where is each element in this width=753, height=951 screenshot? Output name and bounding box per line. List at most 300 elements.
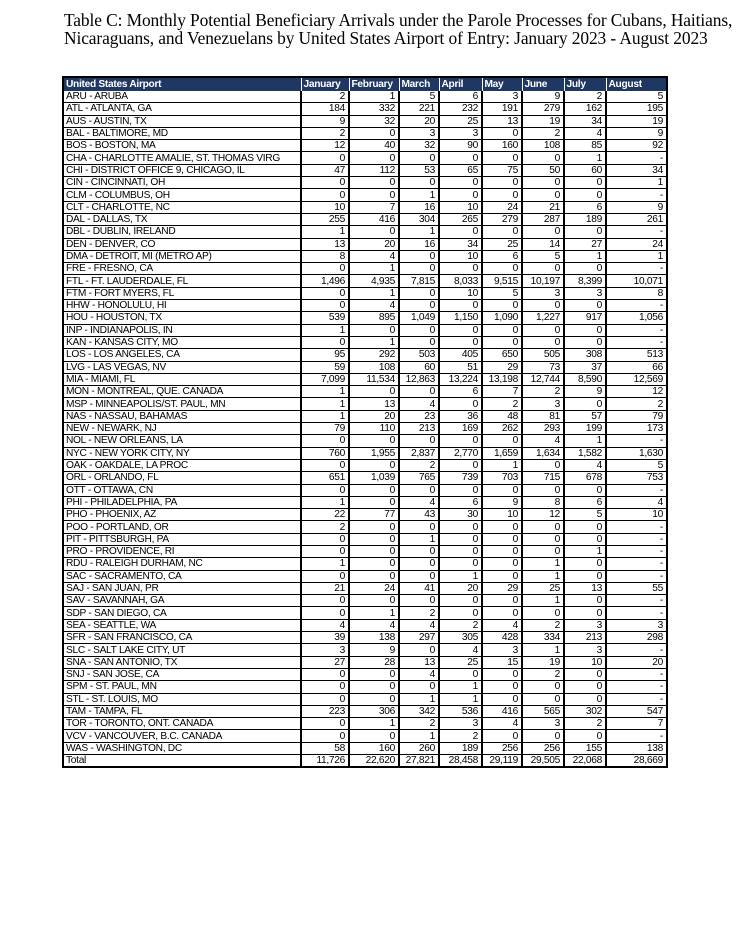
table-title: Table C: Monthly Potential Beneficiary Arrivals under the Parole Processes for Cubans, Haitians, Nicaraguans, and Venezuelans by United States Airport of Entry: January 2023 - August 2023 xyxy=(64,10,733,48)
arrivals-count-cell: 0 xyxy=(349,668,399,680)
arrivals-count-cell: 0 xyxy=(399,558,439,570)
arrivals-count-cell: 12 xyxy=(301,140,349,152)
arrivals-count-cell: 0 xyxy=(564,570,606,582)
airport-name-cell: NEW - NEWARK, NJ xyxy=(63,423,301,435)
arrivals-count-cell: 0 xyxy=(564,324,606,336)
arrivals-count-cell: 1,659 xyxy=(482,447,522,459)
airport-name-cell: STL - ST. LOUIS, MO xyxy=(63,693,301,705)
arrivals-count-cell: 51 xyxy=(439,361,482,373)
arrivals-count-cell: 4 xyxy=(522,435,564,447)
arrivals-count-cell: 0 xyxy=(564,730,606,742)
arrivals-count-cell: 416 xyxy=(482,705,522,717)
arrivals-count-cell: 753 xyxy=(606,472,667,484)
arrivals-count-cell: 1 xyxy=(522,558,564,570)
arrivals-count-cell: 0 xyxy=(439,668,482,680)
arrivals-count-cell: 1 xyxy=(301,226,349,238)
arrivals-count-cell: 55 xyxy=(606,582,667,594)
airport-name-cell: PRO - PROVIDENCE, RI xyxy=(63,545,301,557)
airport-name-cell: BOS - BOSTON, MA xyxy=(63,140,301,152)
arrivals-count-cell: 0 xyxy=(482,607,522,619)
arrivals-count-cell: 24 xyxy=(349,582,399,594)
table-row xyxy=(63,300,667,312)
arrivals-count-cell: 0 xyxy=(301,435,349,447)
arrivals-count-cell: 0 xyxy=(349,681,399,693)
arrivals-count-cell: 305 xyxy=(439,632,482,644)
arrivals-count-cell: - xyxy=(606,570,667,582)
arrivals-count-cell: 24 xyxy=(482,201,522,213)
arrivals-count-cell: 0 xyxy=(522,607,564,619)
column-header-february: February xyxy=(349,77,399,91)
arrivals-count-cell: 0 xyxy=(522,226,564,238)
arrivals-count-cell: 19 xyxy=(522,115,564,127)
arrivals-count-cell: 0 xyxy=(301,152,349,164)
arrivals-count-cell: 0 xyxy=(301,718,349,730)
arrivals-count-cell: - xyxy=(606,693,667,705)
arrivals-count-cell: - xyxy=(606,226,667,238)
arrivals-count-cell: 95 xyxy=(301,349,349,361)
arrivals-count-cell: 0 xyxy=(399,595,439,607)
arrivals-count-cell: 1 xyxy=(439,693,482,705)
arrivals-count-cell: 1 xyxy=(399,730,439,742)
arrivals-count-cell: 27 xyxy=(564,238,606,250)
table-row xyxy=(63,632,667,644)
arrivals-count-cell: 25 xyxy=(439,115,482,127)
arrivals-count-cell: 651 xyxy=(301,472,349,484)
arrivals-count-cell: 0 xyxy=(301,533,349,545)
arrivals-count-cell: 79 xyxy=(301,423,349,435)
airport-name-cell: DBL - DUBLIN, IRELAND xyxy=(63,226,301,238)
arrivals-count-cell: 13 xyxy=(564,582,606,594)
arrivals-count-cell: 8,033 xyxy=(439,275,482,287)
arrivals-count-cell: 9 xyxy=(522,91,564,103)
arrivals-count-cell: 4 xyxy=(482,619,522,631)
arrivals-count-cell: 9 xyxy=(301,115,349,127)
arrivals-count-cell: 0 xyxy=(482,324,522,336)
arrivals-count-cell: 2 xyxy=(439,730,482,742)
arrivals-count-cell: 3 xyxy=(439,127,482,139)
arrivals-count-cell: 9 xyxy=(606,201,667,213)
arrivals-count-cell: 15 xyxy=(482,656,522,668)
table-row xyxy=(63,164,667,176)
arrivals-count-cell: 513 xyxy=(606,349,667,361)
arrivals-count-cell: 0 xyxy=(564,693,606,705)
arrivals-count-cell: 650 xyxy=(482,349,522,361)
arrivals-count-cell: 32 xyxy=(399,140,439,152)
table-row xyxy=(63,312,667,324)
arrivals-count-cell: 3 xyxy=(522,718,564,730)
arrivals-count-cell: 0 xyxy=(439,558,482,570)
arrivals-count-cell: 1 xyxy=(439,570,482,582)
arrivals-count-cell: 2 xyxy=(399,607,439,619)
arrivals-count-cell: 0 xyxy=(482,226,522,238)
arrivals-count-cell: 0 xyxy=(482,681,522,693)
arrivals-count-cell: 416 xyxy=(349,213,399,225)
arrivals-count-cell: 39 xyxy=(301,632,349,644)
arrivals-count-cell: 4 xyxy=(564,127,606,139)
arrivals-count-cell: 23 xyxy=(399,410,439,422)
arrivals-count-cell: 1 xyxy=(522,595,564,607)
arrivals-count-cell: 7,815 xyxy=(399,275,439,287)
arrivals-count-cell: 428 xyxy=(482,632,522,644)
arrivals-count-cell: 0 xyxy=(349,545,399,557)
arrivals-count-cell: 34 xyxy=(439,238,482,250)
table-row xyxy=(63,693,667,705)
arrivals-count-cell: 0 xyxy=(564,607,606,619)
arrivals-count-cell: 9 xyxy=(482,496,522,508)
arrivals-count-cell: 279 xyxy=(482,213,522,225)
arrivals-count-cell: 20 xyxy=(349,238,399,250)
arrivals-count-cell: 1 xyxy=(399,226,439,238)
arrivals-count-cell: 3 xyxy=(522,398,564,410)
arrivals-count-cell: 66 xyxy=(606,361,667,373)
arrivals-count-cell: 48 xyxy=(482,410,522,422)
arrivals-count-cell: 1,227 xyxy=(522,312,564,324)
airport-name-cell: OAK - OAKDALE, LA PROC xyxy=(63,459,301,471)
arrivals-count-cell: 14 xyxy=(522,238,564,250)
arrivals-count-cell: 0 xyxy=(482,177,522,189)
arrivals-count-cell: 162 xyxy=(564,103,606,115)
arrivals-count-cell: 1,634 xyxy=(522,447,564,459)
arrivals-count-cell: 1 xyxy=(349,91,399,103)
arrivals-count-cell: 1 xyxy=(564,435,606,447)
arrivals-count-cell: 6 xyxy=(564,496,606,508)
table-row xyxy=(63,91,667,103)
table-row xyxy=(63,545,667,557)
arrivals-count-cell: 0 xyxy=(301,668,349,680)
arrivals-count-cell: 1,039 xyxy=(349,472,399,484)
arrivals-count-cell: 1 xyxy=(349,607,399,619)
arrivals-count-cell: 10,197 xyxy=(522,275,564,287)
table-row xyxy=(63,742,667,754)
table-row xyxy=(63,373,667,385)
arrivals-count-cell: - xyxy=(606,484,667,496)
total-count-cell: 22,068 xyxy=(564,755,606,768)
arrivals-count-cell: 547 xyxy=(606,705,667,717)
arrivals-count-cell: 0 xyxy=(439,595,482,607)
arrivals-count-cell: 2,837 xyxy=(399,447,439,459)
arrivals-count-cell: 0 xyxy=(349,730,399,742)
arrivals-count-cell: - xyxy=(606,152,667,164)
table-row xyxy=(63,177,667,189)
arrivals-count-cell: 279 xyxy=(522,103,564,115)
arrivals-count-cell: 6 xyxy=(439,386,482,398)
table-row xyxy=(63,607,667,619)
table-row xyxy=(63,459,667,471)
arrivals-count-cell: 0 xyxy=(522,324,564,336)
total-count-cell: 22,620 xyxy=(349,755,399,768)
arrivals-count-cell: 1 xyxy=(301,410,349,422)
table-row xyxy=(63,127,667,139)
arrivals-count-cell: 13 xyxy=(349,398,399,410)
column-header-august: August xyxy=(606,77,667,91)
arrivals-count-cell: 0 xyxy=(482,693,522,705)
table-row xyxy=(63,472,667,484)
arrivals-count-cell: 3 xyxy=(522,287,564,299)
arrivals-count-cell: 0 xyxy=(349,189,399,201)
table-row xyxy=(63,201,667,213)
arrivals-count-cell: 13,198 xyxy=(482,373,522,385)
arrivals-count-cell: 0 xyxy=(439,177,482,189)
arrivals-count-cell: 0 xyxy=(349,533,399,545)
arrivals-count-cell: 24 xyxy=(606,238,667,250)
arrivals-count-cell: - xyxy=(606,681,667,693)
airport-name-cell: VCV - VANCOUVER, B.C. CANADA xyxy=(63,730,301,742)
arrivals-count-cell: 3 xyxy=(439,718,482,730)
airport-name-cell: SPM - ST. PAUL, MN xyxy=(63,681,301,693)
arrivals-count-cell: 256 xyxy=(522,742,564,754)
arrivals-count-cell: 0 xyxy=(301,681,349,693)
arrivals-count-cell: 8,399 xyxy=(564,275,606,287)
airport-name-cell: SAJ - SAN JUAN, PR xyxy=(63,582,301,594)
table-row xyxy=(63,140,667,152)
arrivals-count-cell: 703 xyxy=(482,472,522,484)
arrivals-count-cell: 1,056 xyxy=(606,312,667,324)
arrivals-count-cell: 0 xyxy=(399,263,439,275)
table-row xyxy=(63,570,667,582)
arrivals-count-cell: 0 xyxy=(301,459,349,471)
arrivals-count-cell: 0 xyxy=(564,300,606,312)
arrivals-count-cell: 297 xyxy=(399,632,439,644)
table-row xyxy=(63,730,667,742)
arrivals-count-cell: 0 xyxy=(522,693,564,705)
airport-name-cell: LVG - LAS VEGAS, NV xyxy=(63,361,301,373)
arrivals-count-cell: 261 xyxy=(606,213,667,225)
airport-name-cell: FTM - FORT MYERS, FL xyxy=(63,287,301,299)
arrivals-count-cell: 255 xyxy=(301,213,349,225)
arrivals-count-cell: 0 xyxy=(564,189,606,201)
arrivals-count-cell: 2 xyxy=(606,398,667,410)
arrivals-count-cell: 1 xyxy=(606,177,667,189)
arrivals-count-cell: 0 xyxy=(522,484,564,496)
arrivals-count-cell: 34 xyxy=(606,164,667,176)
arrivals-count-cell: 19 xyxy=(522,656,564,668)
arrivals-count-cell: 0 xyxy=(301,730,349,742)
arrivals-count-cell: 195 xyxy=(606,103,667,115)
arrivals-count-cell: 715 xyxy=(522,472,564,484)
arrivals-count-cell: 0 xyxy=(564,336,606,348)
arrivals-count-cell: 1 xyxy=(349,336,399,348)
arrivals-count-cell: 1 xyxy=(564,545,606,557)
arrivals-count-cell: 0 xyxy=(349,693,399,705)
arrivals-count-cell: 0 xyxy=(399,484,439,496)
arrivals-count-cell: 0 xyxy=(439,521,482,533)
arrivals-count-cell: 293 xyxy=(522,423,564,435)
airport-name-cell: PHO - PHOENIX, AZ xyxy=(63,509,301,521)
airport-name-cell: CIN - CINCINNATI, OH xyxy=(63,177,301,189)
arrivals-count-cell: 0 xyxy=(439,152,482,164)
airport-name-cell: MIA - MIAMI, FL xyxy=(63,373,301,385)
airport-name-cell: MSP - MINNEAPOLIS/ST. PAUL, MN xyxy=(63,398,301,410)
arrivals-count-cell: 0 xyxy=(301,336,349,348)
table-row xyxy=(63,681,667,693)
arrivals-count-cell: 0 xyxy=(522,521,564,533)
arrivals-count-cell: 334 xyxy=(522,632,564,644)
arrivals-count-cell: 765 xyxy=(399,472,439,484)
total-count-cell: 28,669 xyxy=(633,755,663,767)
arrivals-count-cell: 53 xyxy=(399,164,439,176)
arrivals-count-cell: 5 xyxy=(606,91,667,103)
arrivals-count-cell: 292 xyxy=(349,349,399,361)
airport-name-cell: SAV - SAVANNAH, GA xyxy=(63,595,301,607)
arrivals-count-cell: 1 xyxy=(399,693,439,705)
arrivals-count-cell: 0 xyxy=(522,263,564,275)
table-row xyxy=(63,595,667,607)
arrivals-count-cell: 41 xyxy=(399,582,439,594)
column-header-april: April xyxy=(439,77,482,91)
arrivals-count-cell: 199 xyxy=(564,423,606,435)
arrivals-count-cell: 0 xyxy=(349,570,399,582)
table-row xyxy=(63,361,667,373)
arrivals-count-cell: 10 xyxy=(439,250,482,262)
arrivals-count-cell: 7 xyxy=(482,386,522,398)
arrivals-count-cell: 405 xyxy=(439,349,482,361)
arrivals-count-cell: 12 xyxy=(606,386,667,398)
arrivals-count-cell: - xyxy=(606,435,667,447)
arrivals-count-cell: 28 xyxy=(349,656,399,668)
arrivals-count-cell: 36 xyxy=(439,410,482,422)
arrivals-count-cell: 0 xyxy=(564,668,606,680)
arrivals-count-cell: 22 xyxy=(301,509,349,521)
arrivals-count-cell: 2 xyxy=(522,127,564,139)
airport-name-cell: ARU - ARUBA xyxy=(63,91,301,103)
arrivals-count-cell: 0 xyxy=(349,484,399,496)
arrivals-count-cell: 0 xyxy=(439,324,482,336)
arrivals-count-cell: 2,770 xyxy=(439,447,482,459)
airport-name-cell: FRE - FRESNO, CA xyxy=(63,263,301,275)
arrivals-count-cell: 0 xyxy=(349,459,399,471)
arrivals-count-cell: 9 xyxy=(606,127,667,139)
arrivals-count-cell: 11,534 xyxy=(349,373,399,385)
airport-name-cell: SFR - SAN FRANCISCO, CA xyxy=(63,632,301,644)
arrivals-count-cell: 1,090 xyxy=(482,312,522,324)
arrivals-count-cell: 0 xyxy=(482,152,522,164)
column-header-july: July xyxy=(564,77,606,91)
airport-name-cell: SDP - SAN DIEGO, CA xyxy=(63,607,301,619)
arrivals-count-cell: - xyxy=(606,558,667,570)
arrivals-count-cell: 0 xyxy=(522,545,564,557)
arrivals-count-cell: 4 xyxy=(606,496,667,508)
arrivals-count-cell: 0 xyxy=(301,287,349,299)
arrivals-count-cell: 0 xyxy=(564,263,606,275)
arrivals-count-cell: 223 xyxy=(301,705,349,717)
arrivals-count-cell: 90 xyxy=(439,140,482,152)
arrivals-count-cell: 92 xyxy=(606,140,667,152)
arrivals-count-cell: 1,955 xyxy=(349,447,399,459)
airport-name-cell: POO - PORTLAND, OR xyxy=(63,521,301,533)
arrivals-count-cell: 0 xyxy=(349,435,399,447)
arrivals-count-cell: 213 xyxy=(564,632,606,644)
arrivals-count-cell: 1 xyxy=(564,152,606,164)
arrivals-count-cell: - xyxy=(606,324,667,336)
arrivals-count-cell: 75 xyxy=(482,164,522,176)
table-row xyxy=(63,287,667,299)
arrivals-count-cell: 3 xyxy=(564,644,606,656)
arrivals-count-cell: - xyxy=(606,189,667,201)
arrivals-count-cell: 308 xyxy=(564,349,606,361)
arrivals-count-cell: 10 xyxy=(439,201,482,213)
arrivals-count-cell: 262 xyxy=(482,423,522,435)
total-label-cell: Total xyxy=(63,755,301,768)
arrivals-count-cell: 2 xyxy=(482,398,522,410)
arrivals-count-cell: 1 xyxy=(349,287,399,299)
arrivals-count-cell: 306 xyxy=(349,705,399,717)
airport-name-cell: TAM - TAMPA, FL xyxy=(63,705,301,717)
arrivals-count-cell: 0 xyxy=(301,607,349,619)
airport-name-cell: PHI - PHILADELPHIA, PA xyxy=(63,496,301,508)
arrivals-count-cell: 0 xyxy=(439,189,482,201)
arrivals-count-cell: 1 xyxy=(482,459,522,471)
arrivals-count-cell: 85 xyxy=(564,140,606,152)
arrivals-count-cell: 16 xyxy=(399,238,439,250)
arrivals-count-cell: 2 xyxy=(522,386,564,398)
table-row xyxy=(63,447,667,459)
arrivals-count-cell: 3 xyxy=(606,619,667,631)
arrivals-count-cell: 13 xyxy=(399,656,439,668)
airport-name-cell: SAC - SACRAMENTO, CA xyxy=(63,570,301,582)
arrivals-count-cell: 4 xyxy=(301,619,349,631)
arrivals-count-cell: 0 xyxy=(482,189,522,201)
arrivals-count-cell: 536 xyxy=(439,705,482,717)
table-row xyxy=(63,324,667,336)
arrivals-count-cell: 3 xyxy=(482,644,522,656)
table-row xyxy=(63,238,667,250)
arrivals-count-cell: 1 xyxy=(564,250,606,262)
arrivals-count-cell: 5 xyxy=(482,287,522,299)
arrivals-count-cell: 160 xyxy=(482,140,522,152)
airport-name-cell: SNA - SAN ANTONIO, TX xyxy=(63,656,301,668)
arrivals-count-cell: 0 xyxy=(399,250,439,262)
airport-name-cell: SLC - SALT LAKE CITY, UT xyxy=(63,644,301,656)
arrivals-count-cell: 1,496 xyxy=(301,275,349,287)
arrivals-count-cell: 81 xyxy=(522,410,564,422)
arrivals-count-cell: 184 xyxy=(301,103,349,115)
arrivals-count-cell: 1 xyxy=(439,681,482,693)
arrivals-count-cell: 0 xyxy=(399,300,439,312)
arrivals-count-cell: 59 xyxy=(301,361,349,373)
arrivals-count-cell: - xyxy=(606,668,667,680)
arrivals-count-cell: 25 xyxy=(522,582,564,594)
arrivals-count-cell: 2 xyxy=(301,521,349,533)
arrivals-count-cell: 57 xyxy=(564,410,606,422)
arrivals-count-cell: 0 xyxy=(522,730,564,742)
arrivals-count-cell: 539 xyxy=(301,312,349,324)
arrivals-count-cell: 0 xyxy=(439,336,482,348)
arrivals-count-cell: 332 xyxy=(349,103,399,115)
arrivals-count-cell: 0 xyxy=(301,263,349,275)
total-count-cell: 11,726 xyxy=(301,755,349,768)
airport-name-cell: PIT - PITTSBURGH, PA xyxy=(63,533,301,545)
arrivals-count-cell: 0 xyxy=(564,521,606,533)
arrivals-count-cell: 0 xyxy=(482,668,522,680)
arrivals-count-cell: 0 xyxy=(439,398,482,410)
arrivals-count-cell: 1 xyxy=(349,718,399,730)
arrivals-count-cell: - xyxy=(606,595,667,607)
airport-name-cell: DMA - DETROIT, MI (METRO AP) xyxy=(63,250,301,262)
arrivals-count-cell: 0 xyxy=(522,681,564,693)
arrivals-count-cell: 0 xyxy=(349,226,399,238)
arrivals-count-cell: 1,630 xyxy=(606,447,667,459)
airport-name-cell: SNJ - SAN JOSE, CA xyxy=(63,668,301,680)
arrivals-count-cell: 1 xyxy=(522,570,564,582)
arrivals-count-cell: 0 xyxy=(349,521,399,533)
airport-name-cell: CLT - CHARLOTTE, NC xyxy=(63,201,301,213)
table-row xyxy=(63,619,667,631)
arrivals-count-cell: 5 xyxy=(399,91,439,103)
table-row xyxy=(63,484,667,496)
arrivals-count-cell: 0 xyxy=(349,595,399,607)
arrivals-count-cell: 0 xyxy=(301,300,349,312)
arrivals-count-cell: 0 xyxy=(564,595,606,607)
